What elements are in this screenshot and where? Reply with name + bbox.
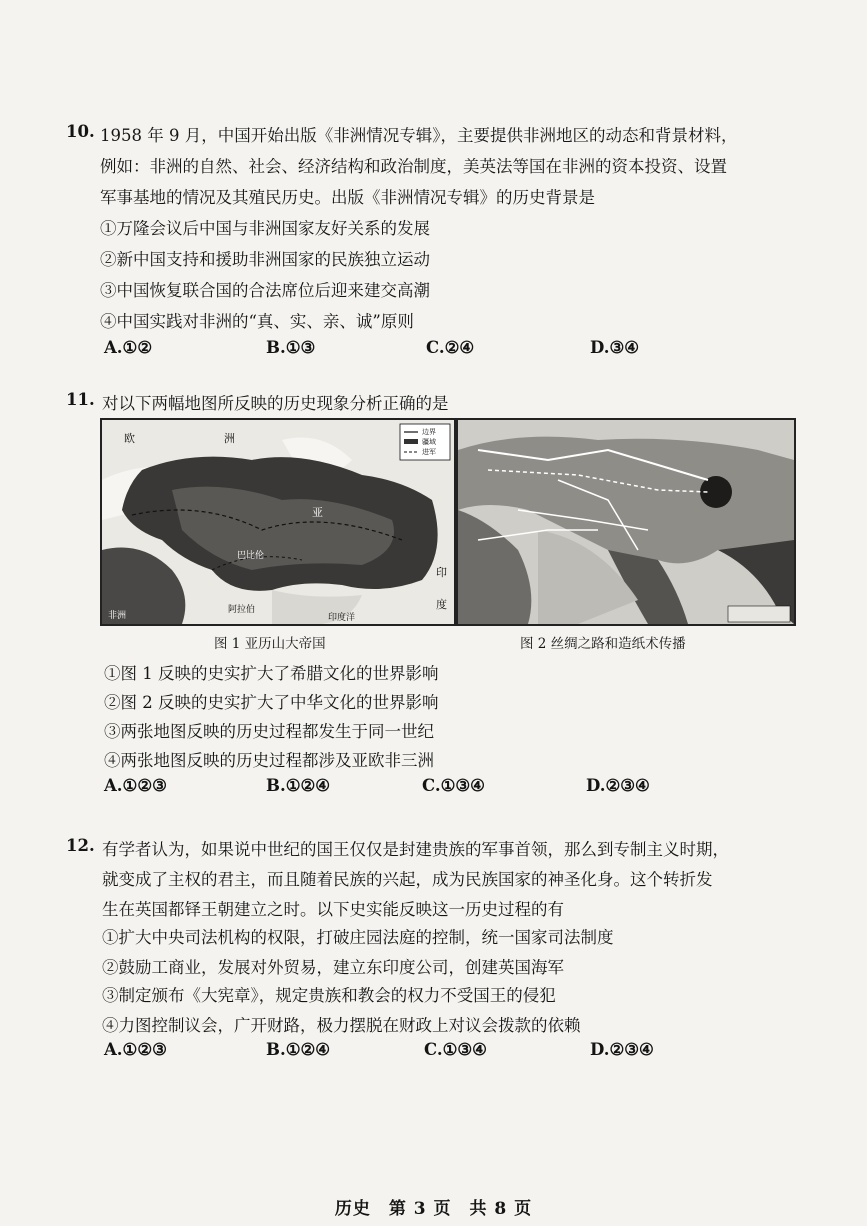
option-a[interactable]: A.①②③ [104,1040,167,1059]
map-1-graphic [102,420,454,624]
option-c[interactable]: C.①③④ [424,1040,487,1059]
question-11-item: ④两张地图反映的历史过程都涉及亚欧非三洲 [104,751,434,770]
map-alexander-empire [100,418,456,626]
question-10-item: ①万隆会议后中国与非洲国家友好关系的发展 [100,219,430,238]
map-2-graphic [458,420,794,624]
map-1-label: 亚 [312,506,323,519]
question-12-item: ①扩大中央司法机构的权限，打破庄园法庭的控制，统一国家司法制度 [102,928,614,947]
question-10-stem-line: 1958 年 9 月，中国开始出版《非洲情况专辑》，主要提供非洲地区的动态和背景材料， [100,126,738,145]
question-12-stem-line: 生在英国都铎王朝建立之时。以下史实能反映这一历史过程的有 [102,900,564,919]
map-1-label: 阿拉伯 [228,605,256,615]
question-11-number: 11. [66,390,95,409]
question-12-item: ④力图控制议会，广开财路，极力摆脱在财政上对议会拨款的依赖 [102,1016,581,1035]
map-silk-road [456,418,796,626]
page-footer: 历史 第 3 页 共 8 页 [334,1199,533,1219]
option-c[interactable]: C.②④ [426,338,475,357]
option-d[interactable]: D.③④ [590,338,640,357]
option-d[interactable]: D.②③④ [590,1040,654,1059]
map-1-label: 巴比伦 [237,551,265,561]
question-10-item: ②新中国支持和援助非洲国家的民族独立运动 [100,250,430,269]
option-a[interactable]: A.①②③ [104,776,167,795]
question-10-stem-line: 例如：非洲的自然、社会、经济结构和政治制度，美英法等国在非洲的资本投资、设置 [100,157,727,176]
map-1-legend-item: 疆域 [422,438,436,446]
question-12-number: 12. [66,836,95,855]
map-1-label: 洲 [224,432,235,445]
map-1-legend-item: 进军 [422,448,436,456]
question-12-item: ②鼓励工商业，发展对外贸易，建立东印度公司，创建英国海军 [102,958,564,977]
option-d[interactable]: D.②③④ [586,776,650,795]
question-11-item: ③两张地图反映的历史过程都发生于同一世纪 [104,722,434,741]
option-c[interactable]: C.①③④ [422,776,485,795]
question-12-stem-line: 就变成了主权的君主，而且随着民族的兴起，成为民族国家的神圣化身。这个转折发 [102,870,713,889]
option-b[interactable]: B.①③ [266,338,316,357]
question-10-stem-line: 军事基地的情况及其殖民历史。出版《非洲情况专辑》的历史背景是 [100,188,595,207]
map-1-label: 印度洋 [328,613,356,623]
question-11-item: ②图 2 反映的史实扩大了中华文化的世界影响 [104,693,439,712]
option-b[interactable]: B.①②④ [266,1040,331,1059]
map-2-caption: 图 2 丝绸之路和造纸术传播 [520,636,686,652]
option-a[interactable]: A.①② [104,338,153,357]
question-10-item: ③中国恢复联合国的合法席位后迎来建交高潮 [100,281,430,300]
question-11-stem: 对以下两幅地图所反映的历史现象分析正确的是 [102,394,449,413]
question-12-stem-line: 有学者认为，如果说中世纪的国王仅仅是封建贵族的军事首领，那么到专制主义时期， [102,840,729,859]
question-12-item: ③制定颁布《大宪章》，规定贵族和教会的权力不受国王的侵犯 [102,986,556,1005]
question-10-item: ④中国实践对非洲的“真、实、亲、诚”原则 [100,312,414,331]
question-11-item: ①图 1 反映的史实扩大了希腊文化的世界影响 [104,664,439,683]
map-1-legend-item: 边界 [422,428,436,436]
map-1-label: 非洲 [108,611,127,621]
map-1-label: 印 [436,566,447,579]
question-10-number: 10. [66,122,95,141]
map-1-caption: 图 1 亚历山大帝国 [214,636,326,652]
map-1-label: 度 [436,598,447,611]
map-1-label: 欧 [124,432,135,445]
option-b[interactable]: B.①②④ [266,776,331,795]
